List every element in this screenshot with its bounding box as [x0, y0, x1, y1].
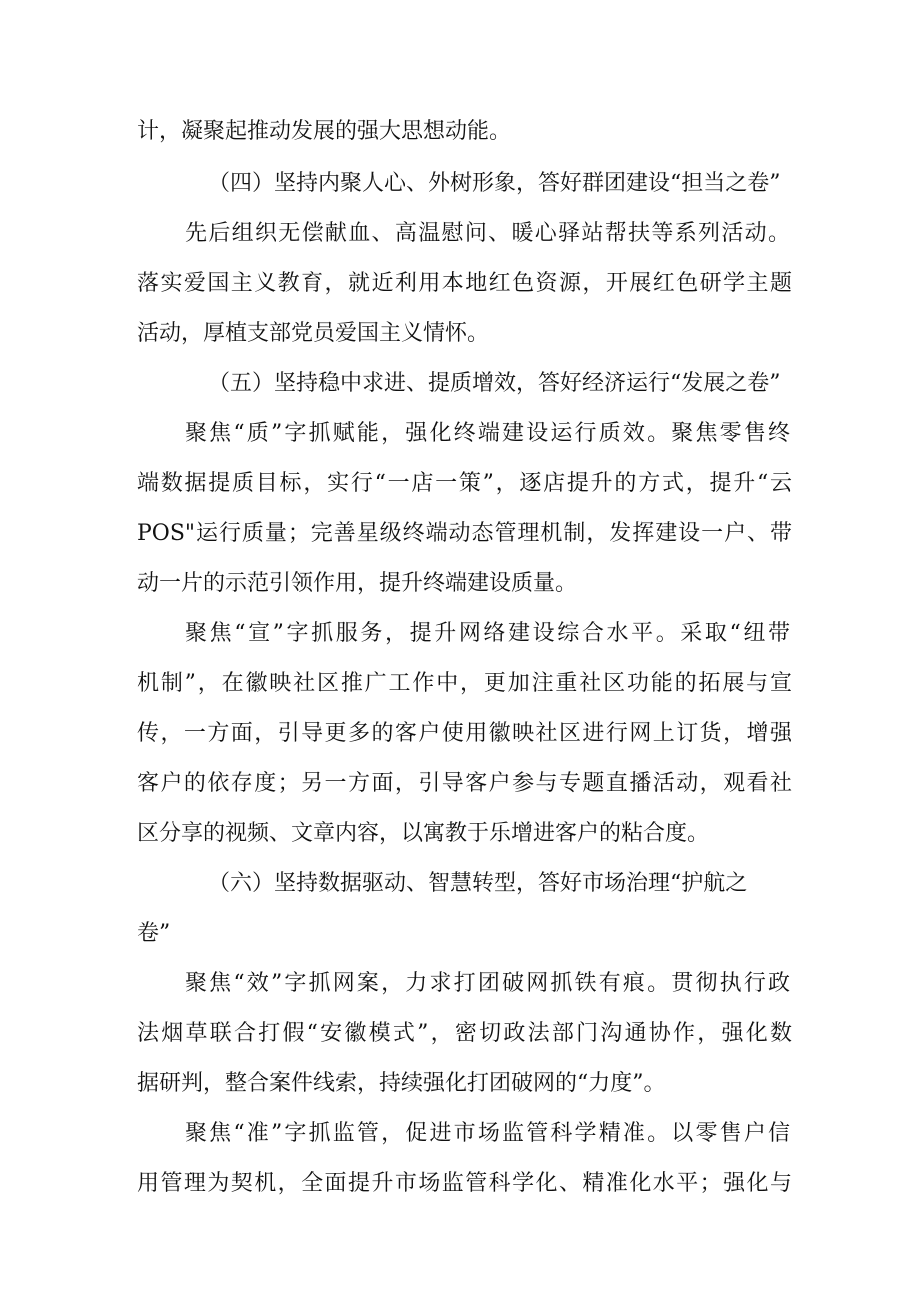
section-heading: （五）坚持稳中求进、提质增效，答好经济运行“发展之卷”	[208, 371, 781, 396]
paragraph-line: 落实爱国主义教育，就近利用本地红色资源，开展红色研学主题	[137, 271, 792, 296]
paragraph-line: 机制”，在徽映社区推广工作中，更加注重社区功能的拓展与宣	[137, 671, 792, 696]
section-heading: （六）坚持数据驱动、智慧转型，答好市场治理“护航之	[208, 871, 748, 896]
paragraph-line: 聚焦“宣”字抓服务，提升网络建设综合水平。采取“纽带	[185, 621, 790, 646]
paragraph-line: 端数据提质目标，实行“一店一策”，逐店提升的方式，提升“云	[137, 471, 792, 496]
paragraph-line: POS"运行质量；完善星级终端动态管理机制，发挥建设一户、带	[137, 521, 792, 546]
paragraph-line: 传，一方面，引导更多的客户使用徽映社区进行网上订货，增强	[137, 721, 792, 746]
paragraph-line: 聚焦“效”字抓网案，力求打团破网抓铁有痕。贯彻执行政	[185, 971, 790, 996]
paragraph-line: 客户的依存度；另一方面，引导客户参与专题直播活动，观看社	[137, 771, 792, 796]
paragraph-line: 用管理为契机，全面提升市场监管科学化、精准化水平；强化与	[137, 1171, 792, 1196]
paragraph-line: 法烟草联合打假“安徽模式”，密切政法部门沟通协作，强化数	[137, 1021, 792, 1046]
paragraph-line: 区分享的视频、文章内容，以寓教于乐增进客户的粘合度。	[137, 821, 710, 846]
paragraph-line: 聚焦“准”字抓监管，促进市场监管科学精准。以零售户信	[185, 1121, 790, 1146]
paragraph-line: 聚焦“质”字抓赋能，强化终端建设运行质效。聚焦零售终	[185, 421, 790, 446]
paragraph-line: 计，凝聚起推动发展的强大思想动能。	[137, 119, 512, 144]
paragraph-line: 动一片的示范引领作用，提升终端建设质量。	[137, 571, 578, 596]
section-heading: （四）坚持内聚人心、外树形象，答好群团建设“担当之卷”	[208, 171, 781, 196]
paragraph-line: 据研判，整合案件线索，持续强化打团破网的“力度”。	[137, 1071, 666, 1096]
paragraph-line: 先后组织无偿献血、高温慰问、暖心驿站帮扶等系列活动。	[185, 221, 790, 246]
paragraph-line: 活动，厚植支部党员爱国主义情怀。	[137, 321, 490, 346]
section-heading: 卷”	[137, 921, 171, 946]
